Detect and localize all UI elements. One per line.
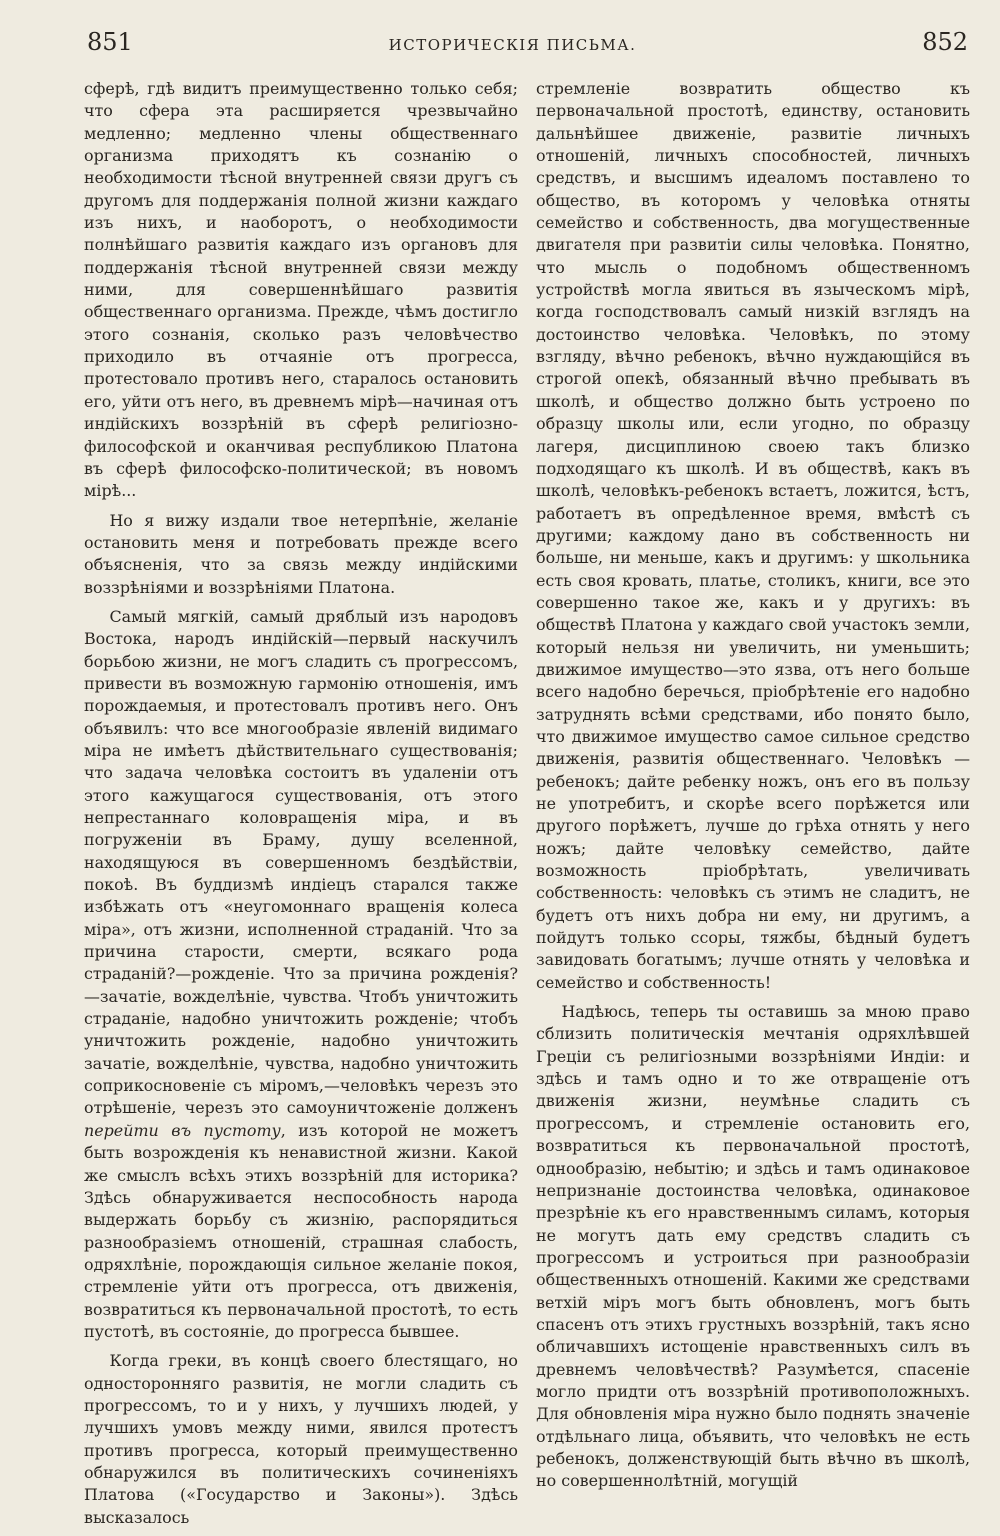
left-page-number: 851 — [87, 28, 133, 56]
page-header — [55, 22, 970, 62]
paragraph: Но я вижу издали твое нетерпѣніе, желаніе остановить меня и потребовать прежде всего объясненія, что за связь между индійскими воззрѣніями и воззрѣніями Платона. — [84, 510, 518, 597]
left-column — [84, 78, 518, 1536]
right-page-number: 852 — [922, 28, 968, 56]
paragraph: Надѣюсь, теперь ты оставишь за мною право сблизить политическія мечтанія одряхлѣвшей Греціи съ религіозными воззрѣніями Индіи: и здѣсь и тамъ одно и то же отвращеніе отъ движенія жизни, неумѣнье сладить съ прогрессомъ, и стремленіе остановить его, возвратиться къ первоначальной простотѣ, однообразію, небытію; и здѣсь и тамъ одинаковое непризнаніе достоинства человѣка, одинаковое презрѣніе къ его нравственнымъ силамъ, которыя не могутъ дать ему средствъ сладить съ прогрессомъ и устроиться при разнообразіи общественныхъ отношеній. Какими же средствами ветхій міръ могъ быть обновленъ, могъ быть спасенъ отъ этихъ грустныхъ воззрѣній, такъ ясно обличавшихъ истощеніе нравственныхъ силъ въ древнемъ человѣчествѣ? Разумѣется, спасеніе могло придти отъ воззрѣній противоположныхъ. Для обновленія міра нужно было поднять значеніе отдѣльнаго лица, объявить, что человѣкъ не есть ребенокъ, долженствующій быть вѣчно въ школѣ, но совершеннолѣтній, могущій — [536, 1002, 970, 1491]
paragraph-text: , изъ которой не можетъ быть возрожденія къ ненавистной жизни. Какой же смыслъ всѣхъ этихъ воззрѣній для историка? Здѣсь обнаруживается неспособность народа выдержать борьбу съ жизнію, распорядиться разнообразіемъ отношеній, страшная слабость, одряхлѣніе, порождающія сильное желаніе покоя, стремленіе уйти отъ прогресса, отъ движенія, возвратиться къ первоначальной простотѣ, то есть пустотѣ, въ состояніе, до прогресса бывшее. — [84, 1120, 518, 1341]
italic-phrase: перейти въ пустоту — [84, 1120, 281, 1140]
running-title: ИСТОРИЧЕСКІЯ ПИСЬМА. — [388, 36, 637, 54]
paragraph-text: Самый мягкій, самый дряблый изъ народовъ Востока, народъ индійскій—первый наскучилъ борьбою жизни, не могъ сладить съ прогрессомъ, привести въ возможную гармонію отношенія, имъ порождаемыя, и протестовалъ противъ него. Онъ объявилъ: что все многообразіе явленій видимаго міра не имѣетъ дѣйствительнаго существованія; что задача человѣка состоитъ въ удаленіи отъ этого кажущагося существованія, отъ этого непрестаннаго коловращенія міра, и въ погруженіи въ Браму, душу вселенной, находящуюся въ совершенномъ бездѣйствіи, покоѣ. Въ буддизмѣ индіецъ старался также избѣжать отъ «неугомоннаго вращенія колеса міра», отъ жизни, исполненной страданій. Что за причина старости, смерти, всякаго рода страданій?—рожденіе. Что за причина рожденія?—зачатіе, вожделѣніе, чувства. Чтобъ уничтожить страданіе, надобно уничтожить рожденіе; чтобъ уничтожить рожденіе, надобно уничтожить зачатіе, вожделѣніе, чувства, надобно уничтожить соприкосновеніе съ міромъ,—человѣкъ черезъ это отрѣшеніе, черезъ это самоуничтоженіе долженъ — [84, 606, 518, 1118]
right-column — [536, 78, 970, 1536]
paragraph: сферѣ, гдѣ видитъ преимущественно только себя; что сфера эта расширяется чрезвычайно медленно; медленно члены общественнаго организма приходятъ къ сознанію о необходимости тѣсной внутренней связи другъ съ другомъ для поддержанія полной жизни каждаго изъ нихъ, и наоборотъ, о необходимости полнѣйшаго развитія каждаго изъ органовъ для поддержанія тѣсной внутренней связи между ними, для совершеннѣйшаго развитія общественнаго организма. Прежде, чѣмъ достигло этого сознанія, сколько разъ человѣчество приходило въ отчаяніе отъ прогресса, протестовало противъ него, старалось остановить его, уйти отъ него, въ древнемъ мірѣ—начиная отъ индійскихъ воззрѣній въ сферѣ религіозно-философской и оканчивая республикою Платона въ сферѣ философско-политической; въ новомъ мірѣ... — [84, 79, 518, 501]
paragraph — [84, 606, 518, 1343]
text-columns — [84, 78, 970, 1536]
paragraph: стремленіе возвратить общество къ первоначальной простотѣ, единству, остановить дальнѣйшее движеніе, развитіе личныхъ отношеній, личныхъ способностей, личныхъ средствъ, и высшимъ идеаломъ поставлено то общество, въ которомъ у человѣка отняты семейство и собственность, два могущественные двигателя при развитіи силы человѣка. Понятно, что мысль о подобномъ общественномъ устройствѣ могла явиться въ языческомъ мірѣ, когда господствовалъ самый низкій взглядъ на достоинство человѣка. Человѣкъ, по этому взгляду, вѣчно ребенокъ, вѣчно нуждающійся въ строгой опекѣ, обязанный вѣчно пребывать въ школѣ, и общество должно быть устроено по образцу школы или, если угодно, по образцу лагеря, дисциплиною своею такъ близко подходящаго къ школѣ. И въ обществѣ, какъ въ школѣ, человѣкъ-ребенокъ встаетъ, ложится, ѣстъ, работаетъ въ опредѣленное время, вмѣстѣ съ другими; каждому дано въ собственность ни больше, ни меньше, какъ и другимъ: у школьника есть своя кровать, платье, столикъ, книги, все это совершенно такое же, какъ и у другихъ: въ обществѣ Платона у каждаго свой участокъ земли, который нельзя ни увеличить, ни уменьшить; движимое имущество—это язва, отъ него больше всего надобно беречься, пріобрѣтеніе его надобно затруднять всѣми средствами, ибо понято было, что движимое имущество самое сильное средство движенія, развитія общественнаго. Человѣкъ — ребенокъ; дайте ребенку ножъ, онъ его въ пользу не употребитъ, и скорѣе всего порѣжется или другого порѣжетъ, лучше до грѣха отнять у него ножъ; дайте человѣку семейство, дайте возможность пріобрѣтать, увеличивать собственность: человѣкъ съ этимъ не сладитъ, не будетъ отъ нихъ добра ни ему, ни другимъ, а пойдутъ только ссоры, тяжбы, бѣдный будетъ завидовать богатымъ; лучше отнять у человѣка и семейство и собственность! — [536, 79, 970, 992]
paragraph: Когда греки, въ концѣ своего блестящаго, но односторонняго развитія, не могли сладить съ прогрессомъ, то и у нихъ, у лучшихъ людей, у лучшихъ умовъ между ними, явился протестъ противъ прогресса, который преимущественно обнаружился въ политическихъ сочиненіяхъ Платова («Государство и Законы»). Здѣсь высказалось — [84, 1351, 518, 1527]
